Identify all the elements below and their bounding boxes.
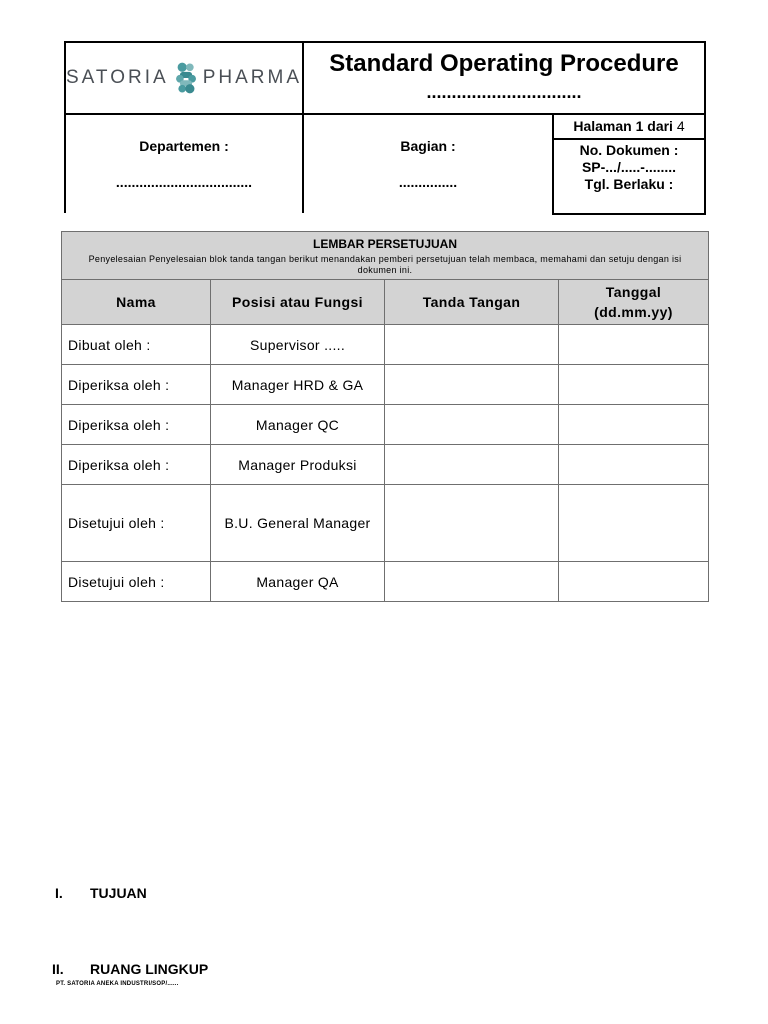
sop-title-dots: ............................... [426, 82, 582, 102]
table-row [62, 325, 709, 365]
approval-header [62, 232, 709, 280]
approval-table [61, 231, 709, 602]
halaman-label: Halaman 1 dari [573, 118, 673, 134]
halaman-indicator [554, 118, 704, 135]
tanggal-line1: Tanggal [605, 284, 662, 300]
no-dokumen-label: No. Dokumen : [579, 142, 679, 158]
sop-title: Standard Operating Procedure [329, 50, 679, 77]
date-cell[interactable] [559, 445, 709, 485]
row-position: B.U. General Manager [211, 485, 385, 562]
row-label: Diperiksa oleh : [62, 405, 211, 445]
signature-cell[interactable] [385, 485, 559, 562]
row-label: Dibuat oleh : [62, 325, 211, 365]
tanggal-line2: (dd.mm.yy) [594, 304, 673, 320]
row-position: Manager HRD & GA [211, 365, 385, 405]
row-position: Manager Produksi [211, 445, 385, 485]
date-cell[interactable] [559, 325, 709, 365]
departemen-value: ................................... [115, 174, 253, 190]
section-title-tujuan: TUJUAN [90, 885, 147, 901]
logo-right-word: PHARMA [202, 67, 302, 88]
company-logo [66, 44, 302, 112]
table-row [62, 445, 709, 485]
signature-cell[interactable] [385, 405, 559, 445]
table-row [62, 562, 709, 602]
section-number: II. [52, 961, 64, 977]
signature-cell[interactable] [385, 365, 559, 405]
bagian-value: ............... [398, 174, 458, 190]
table-row [62, 405, 709, 445]
departemen-label: Departemen : [139, 138, 229, 154]
section-number: I. [55, 885, 63, 901]
section-title-ruang-lingkup: RUANG LINGKUP [90, 961, 209, 977]
bagian-label: Bagian : [400, 138, 456, 154]
signature-cell[interactable] [385, 562, 559, 602]
column-header-tanggal [559, 280, 709, 325]
no-dokumen-value: SP-.../.....-........ [581, 159, 677, 175]
table-row [62, 365, 709, 405]
date-cell[interactable] [559, 485, 709, 562]
row-position: Manager QC [211, 405, 385, 445]
tgl-berlaku-label: Tgl. Berlaku : [584, 176, 674, 192]
halaman-total: 4 [676, 118, 685, 134]
row-label: Diperiksa oleh : [62, 445, 211, 485]
signature-cell[interactable] [385, 325, 559, 365]
approval-description: Penyelesaian Penyelesaian blok tanda tangan berikut menandakan pemberi persetujuan telah membaca, memahami dan setuju dengan isi dokumen ini. [88, 254, 682, 275]
date-cell[interactable] [559, 405, 709, 445]
date-cell[interactable] [559, 562, 709, 602]
column-header-tanda-tangan: Tanda Tangan [385, 280, 559, 325]
approval-title: LEMBAR PERSETUJUAN [312, 237, 457, 251]
row-position: Manager QA [211, 562, 385, 602]
table-row [62, 485, 709, 562]
date-cell[interactable] [559, 365, 709, 405]
row-label: Disetujui oleh : [62, 562, 211, 602]
row-label: Diperiksa oleh : [62, 365, 211, 405]
column-header-nama: Nama [62, 280, 211, 325]
logo-left-word: SATORIA [66, 67, 169, 88]
signature-cell[interactable] [385, 445, 559, 485]
column-header-posisi: Posisi atau Fungsi [211, 280, 385, 325]
molecule-icon [173, 55, 199, 101]
row-position: Supervisor ..... [211, 325, 385, 365]
row-label: Disetujui oleh : [62, 485, 211, 562]
page-footer: PT. SATORIA ANEKA INDUSTRI/SOP/...... [56, 981, 179, 987]
